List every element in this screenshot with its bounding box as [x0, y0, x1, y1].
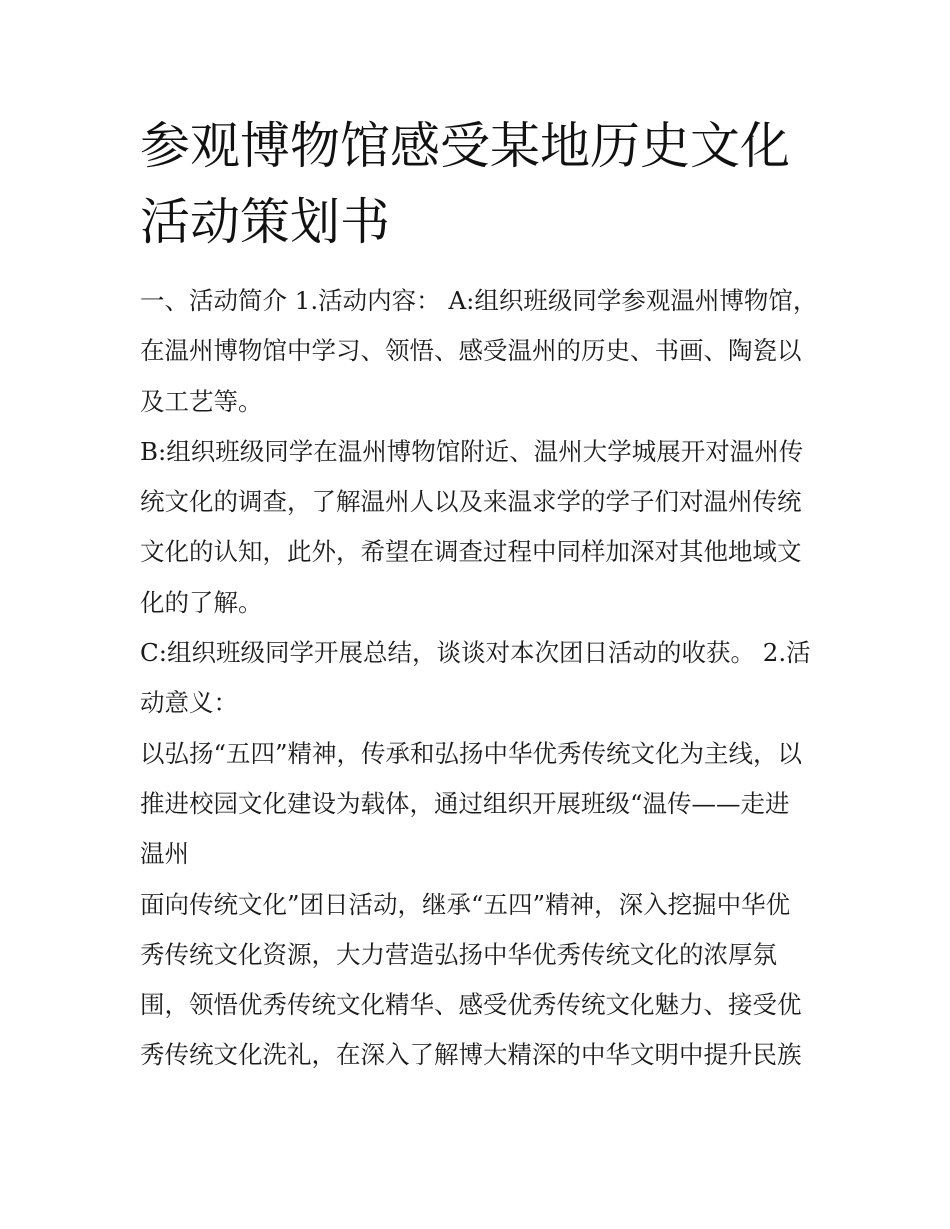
body-line: 动意义：: [140, 688, 238, 718]
body-line: 在温州博物馆中学习、领悟、感受温州的历史、书画、陶瓷以: [140, 336, 802, 366]
body-line: 化的了解。: [140, 587, 263, 617]
body-line: 统文化的调查，了解温州人以及来温求学的学子们对温州传统: [140, 487, 802, 517]
title-line-2: 活动策划书: [140, 193, 390, 251]
body-line: 围，领悟优秀传统文化精华、感受优秀传统文化魅力、接受优: [140, 990, 802, 1020]
body-line: 一、活动简介 1.活动内容： A:组织班级同学参观温州博物馆，: [140, 286, 818, 315]
body-line: 及工艺等。: [140, 386, 263, 416]
body-line: 温州: [140, 839, 189, 869]
body-line: B:组织班级同学在温州博物馆附近、温州大学城展开对温州传: [140, 436, 804, 466]
body-line: C:组织班级同学开展总结，谈谈对本次团日活动的收获。 2.活: [140, 638, 811, 668]
title-line-1: 参观博物馆感受某地历史文化: [140, 117, 790, 175]
body-line: 推进校园文化建设为载体，通过组织开展班级“温传——走进: [140, 788, 790, 818]
body-line: 以弘扬“五四”精神，传承和弘扬中华优秀传统文化为主线，以: [140, 738, 803, 768]
body-line: 面向传统文化”团日活动，继承“五四”精神，深入挖掘中华优: [140, 889, 791, 919]
body-line: 文化的认知，此外，希望在调查过程中同样加深对其他地域文: [140, 537, 802, 567]
document-title: [140, 108, 820, 260]
body-line: 秀传统文化资源，大力营造弘扬中华优秀传统文化的浓厚氛: [140, 939, 777, 969]
body-line: 秀传统文化洗礼，在深入了解博大精深的中华文明中提升民族: [140, 1040, 802, 1070]
document-body: [140, 276, 820, 1081]
